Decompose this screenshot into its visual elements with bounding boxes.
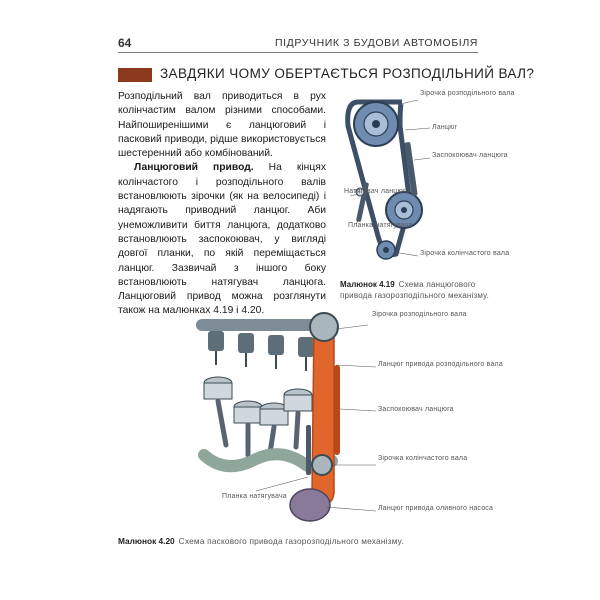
caption-number: Малюнок 4.19 (340, 280, 395, 289)
figure-4-19 (338, 86, 515, 276)
camshaft (196, 319, 326, 331)
caption-number: Малюнок 4.20 (118, 536, 175, 546)
label-top-sprocket: Зірочка розподільного вала (420, 90, 515, 97)
chain-drive-diagram (338, 86, 488, 276)
figure-4-20-caption (118, 536, 498, 546)
valves (208, 331, 314, 357)
camshaft-sprocket (310, 313, 338, 341)
running-title: ПІДРУЧНИК З БУДОВИ АВТОМОБІЛЯ (274, 37, 478, 49)
label-tensioner-bar: Планка натягувача (222, 493, 287, 500)
figure-4-19-caption (340, 279, 490, 301)
belt-damper (334, 365, 340, 455)
header-rule (118, 52, 478, 53)
crankshaft-sprocket (312, 455, 332, 475)
label-bar: Планка натягувача (348, 222, 413, 229)
tensioner-bar (306, 425, 311, 475)
label-damper: Заспокоювач ланцюга (378, 406, 454, 413)
bottom-sprocket (377, 241, 395, 259)
label-camshaft-sprocket: Зірочка розподільного вала (372, 311, 467, 318)
caption-text: Схема паскового привода газорозподільного механізму. (178, 536, 404, 546)
figure-4-20 (186, 305, 503, 535)
page-number: 64 (118, 36, 132, 50)
label-damper: Заспокоювач ланцюга (432, 152, 508, 159)
oil-pump-sprocket (290, 489, 330, 521)
section-title: ЗАВДЯКИ ЧОМУ ОБЕРТАЄТЬСЯ РОЗПОДІЛЬНИЙ ВАЛ? (160, 66, 535, 81)
label-tensioner: Натягувач ланцюга (344, 188, 410, 195)
body-text (118, 90, 326, 319)
section-accent-bar (118, 68, 152, 82)
paragraph-2 (118, 161, 326, 318)
label-bottom-sprocket: Зірочка колінчастого вала (420, 250, 510, 257)
label-crank-sprocket: Зірочка колінчастого вала (378, 455, 468, 462)
valve-stems (216, 351, 306, 371)
top-sprocket (354, 102, 398, 146)
label-chain: Ланцюг (432, 124, 458, 131)
paragraph-1: Розподільний вал приводиться в рух колінчастим валом різними способами. Найпоширенішими є ланцюговий і пасковий приводи, рідше використовується шестеренний або комбінований. (118, 91, 326, 160)
label-chain: Ланцюг привода розподільного вала (378, 361, 503, 368)
caption-text: Схема ланцюгового привода газорозподільного механізму. (340, 280, 490, 300)
label-oil-pump-chain: Ланцюг привода оливного насоса (378, 505, 494, 512)
paragraph-2-text: На кінцях колінчастого і розподільного валів встановлюють зірочки (як на велосипеді) і надягають приводний ланцюг. Аби унеможливити биття ланцюга, додатково встановлюють заспокоювач, у вигляді довгої планки, по якій переміщається ланцюг. Зазвичай з іншого боку встановлюють натягувач ланцюга. Ланцюговий привод можна розглянути також на малюнках 4.19 і 4.20. (118, 162, 326, 317)
paragraph-2-heading: Ланцюговий привод. (134, 162, 254, 174)
